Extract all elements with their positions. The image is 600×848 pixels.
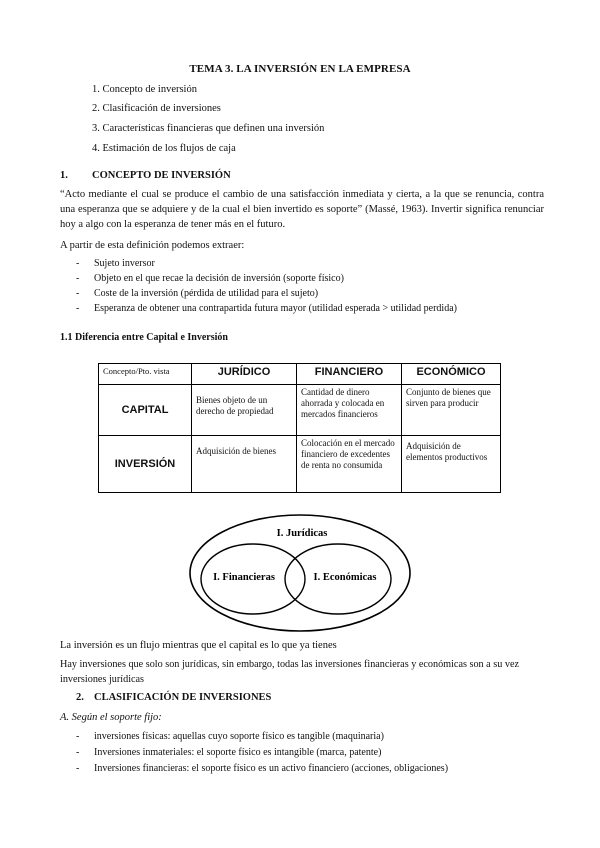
bullet-item: - Inversiones financieras: el soporte físico es un activo financiero (acciones, obligaciones) <box>76 763 449 774</box>
table-cell: Conjunto de bienes que sirven para producir <box>402 385 501 436</box>
subsection-heading: 1.1 Diferencia entre Capital e Inversión <box>60 332 228 343</box>
flow-paragraph: La inversión es un flujo mientras que el capital es lo que ya tienes <box>60 640 337 651</box>
bullet-item: - Sujeto inversor <box>76 258 155 269</box>
row-label: INVERSIÓN <box>99 436 192 493</box>
table-cell: Bienes objeto de un derecho de propiedad <box>192 385 297 436</box>
intro-paragraph: A partir de esta definición podemos extraer: <box>60 240 245 251</box>
bullet-item: - inversiones físicas: aquellas cuyo soporte físico es tangible (maquinaria) <box>76 731 384 742</box>
right-label: I. Económicas <box>313 572 377 583</box>
table-cell: Adquisición de elementos productivos <box>402 436 501 493</box>
comparison-table <box>98 363 501 493</box>
definition-quote: “Acto mediante el cual se produce el cambio de una satisfacción inmediata y cierta, a la que se renuncia, contra una esperanza que se adquiere y de la cual el bien invertido es soporte” (Massé, 1963). Invertir significa renunciar hoy a algo con la esperanza de tener más en el futuro. <box>60 189 544 230</box>
subsection-a-heading: A. Según el soporte fijo: <box>60 712 162 723</box>
column-header: FINANCIERO <box>297 364 402 385</box>
bullet-item: - Objeto en el que recae la decisión de inversión (soporte físico) <box>76 273 344 284</box>
section1-heading <box>60 170 231 181</box>
section2-title: CLASIFICACIÓN DE INVERSIONES <box>94 692 272 703</box>
section2-heading <box>76 692 271 703</box>
table-row <box>99 436 501 493</box>
toc-item: 3. Características financieras que definen una inversión <box>92 123 325 134</box>
relation-paragraph: Hay inversiones que solo son jurídicas, sin embargo, todas las inversiones financieras y económicas son a su vez inversiones jurídicas <box>60 659 519 685</box>
outer-label: I. Jurídicas <box>276 528 328 539</box>
table-cell: Cantidad de dinero ahorrada y colocada en mercados financieros <box>297 385 402 436</box>
section1-title: CONCEPTO DE INVERSIÓN <box>92 170 231 181</box>
table-row <box>99 385 501 436</box>
column-header: JURÍDICO <box>192 364 297 385</box>
column-header: ECONÓMICO <box>402 364 501 385</box>
bullet-item: - Coste de la inversión (pérdida de utilidad para el sujeto) <box>76 288 319 299</box>
page-title: TEMA 3. LA INVERSIÓN EN LA EMPRESA <box>189 63 411 75</box>
section1-number: 1. <box>60 170 68 181</box>
investment-venn-diagram <box>180 510 420 636</box>
row-label: CAPITAL <box>99 385 192 436</box>
toc-item: 4. Estimación de los flujos de caja <box>92 143 236 154</box>
toc-item: 1. Concepto de inversión <box>92 84 197 95</box>
toc-item: 2. Clasificación de inversiones <box>92 103 221 114</box>
table-cell: Colocación en el mercado financiero de excedentes de renta no consumida <box>297 436 402 493</box>
bullet-item: - Esperanza de obtener una contrapartida futura mayor (utilidad esperada > utilidad perdida) <box>76 303 457 314</box>
section2-number: 2. <box>76 692 84 703</box>
bullet-item: - Inversiones inmateriales: el soporte físico es intangible (marca, patente) <box>76 747 382 758</box>
table-cell: Adquisición de bienes <box>192 436 297 493</box>
table-corner: Concepto/Pto. vista <box>99 364 192 385</box>
table-header-row <box>99 364 501 385</box>
left-label: I. Financieras <box>213 572 275 583</box>
